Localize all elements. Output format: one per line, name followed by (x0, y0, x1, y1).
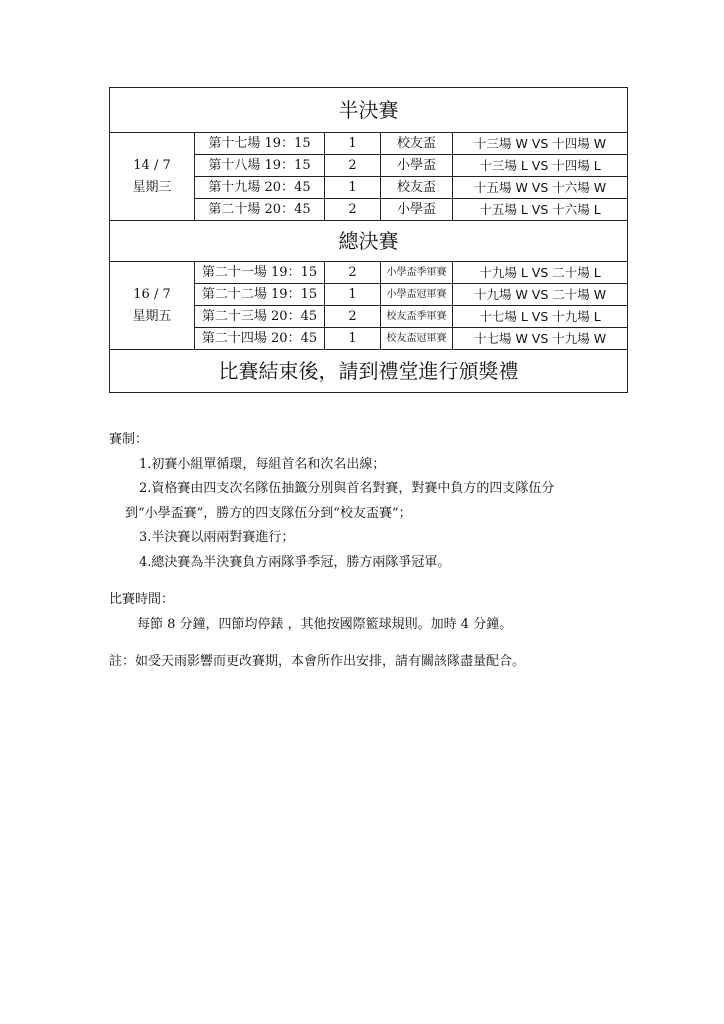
court-cell: 1 (325, 177, 381, 199)
timing-heading: 比賽時間： (109, 592, 175, 607)
court-cell: 2 (325, 199, 381, 221)
game-cell: 第二十三場 20：45 (195, 306, 325, 328)
format-heading: 賽制： (109, 432, 149, 447)
grand-final-date: 16 / 7 (133, 286, 171, 302)
cup-cell: 小學盃季軍賽 (381, 262, 453, 284)
game-cell: 第十八場 19：15 (195, 155, 325, 177)
format-item: 2.資格賽由四支次名隊伍抽籤分別與首名對賽，對賽中負方的四支隊伍分 (139, 481, 555, 496)
cup-cell: 校友盃季軍賽 (381, 306, 453, 328)
format-item: 4.總決賽為半決賽負方兩隊爭季冠，勝方兩隊爭冠軍。 (139, 554, 451, 570)
court-cell: 2 (325, 306, 381, 328)
semi-final-date-cell (110, 133, 195, 221)
matchup-cell: 十三場 L VS 十四場 L (453, 155, 628, 177)
matchup-cell: 十三場 W VS 十四場 W (453, 133, 628, 155)
court-cell: 2 (325, 262, 381, 284)
semi-final-title: 半決賽 (110, 88, 628, 133)
court-cell: 2 (325, 155, 381, 177)
cup-cell: 小學盃 (381, 155, 453, 177)
semi-final-weekday: 星期三 (132, 179, 172, 195)
table-row (110, 262, 628, 284)
grand-final-date-cell (110, 262, 195, 350)
game-cell: 第二十一場 19：15 (195, 262, 325, 284)
rules-section (109, 428, 669, 675)
game-cell: 第二十四場 20：45 (195, 328, 325, 350)
matchup-cell: 十九場 W VS 二十場 W (453, 284, 628, 306)
court-cell: 1 (325, 284, 381, 306)
matchup-cell: 十五場 L VS 十六場 L (453, 199, 628, 221)
grand-final-header-row (110, 221, 628, 262)
closing-note-row (110, 350, 628, 393)
table-row (110, 133, 628, 155)
closing-note: 比賽結束後，請到禮堂進行頒獎禮 (110, 350, 628, 393)
cup-cell: 小學盃冠軍賽 (381, 284, 453, 306)
format-item-continuation: 到“小學盃賽”，勝方的四支隊伍分到“校友盃賽”； (125, 505, 412, 521)
game-cell: 第十七場 19：15 (195, 133, 325, 155)
matchup-cell: 十五場 W VS 十六場 W (453, 177, 628, 199)
game-cell: 第二十場 20：45 (195, 199, 325, 221)
cup-cell: 校友盃冠軍賽 (381, 328, 453, 350)
grand-final-weekday: 星期五 (132, 308, 172, 324)
remark: 註：如受天雨影響而更改賽期，本會所作出安排，請有關該隊盡量配合。 (109, 654, 526, 669)
court-cell: 1 (325, 328, 381, 350)
format-item: 1.初賽小組單循環，每組首名和次名出線； (139, 456, 386, 472)
timing-text: 每節 8 分鐘，四節均停錶 ，其他按國際籃球規則。加時 4 分鐘。 (137, 616, 513, 632)
matchup-cell: 十七場 L VS 十九場 L (453, 306, 628, 328)
matchup-cell: 十九場 L VS 二十場 L (453, 262, 628, 284)
semi-final-header-row (110, 88, 628, 133)
semi-final-date: 14 / 7 (133, 157, 171, 173)
grand-final-title: 總決賽 (110, 221, 628, 262)
cup-cell: 校友盃 (381, 177, 453, 199)
cup-cell: 校友盃 (381, 133, 453, 155)
schedule-table (109, 87, 628, 393)
game-cell: 第十九場 20：45 (195, 177, 325, 199)
format-item: 3.半決賽以兩兩對賽進行； (139, 530, 295, 545)
cup-cell: 小學盃 (381, 199, 453, 221)
matchup-cell: 十七場 W VS 十九場 W (453, 328, 628, 350)
game-cell: 第二十二場 19：15 (195, 284, 325, 306)
court-cell: 1 (325, 133, 381, 155)
